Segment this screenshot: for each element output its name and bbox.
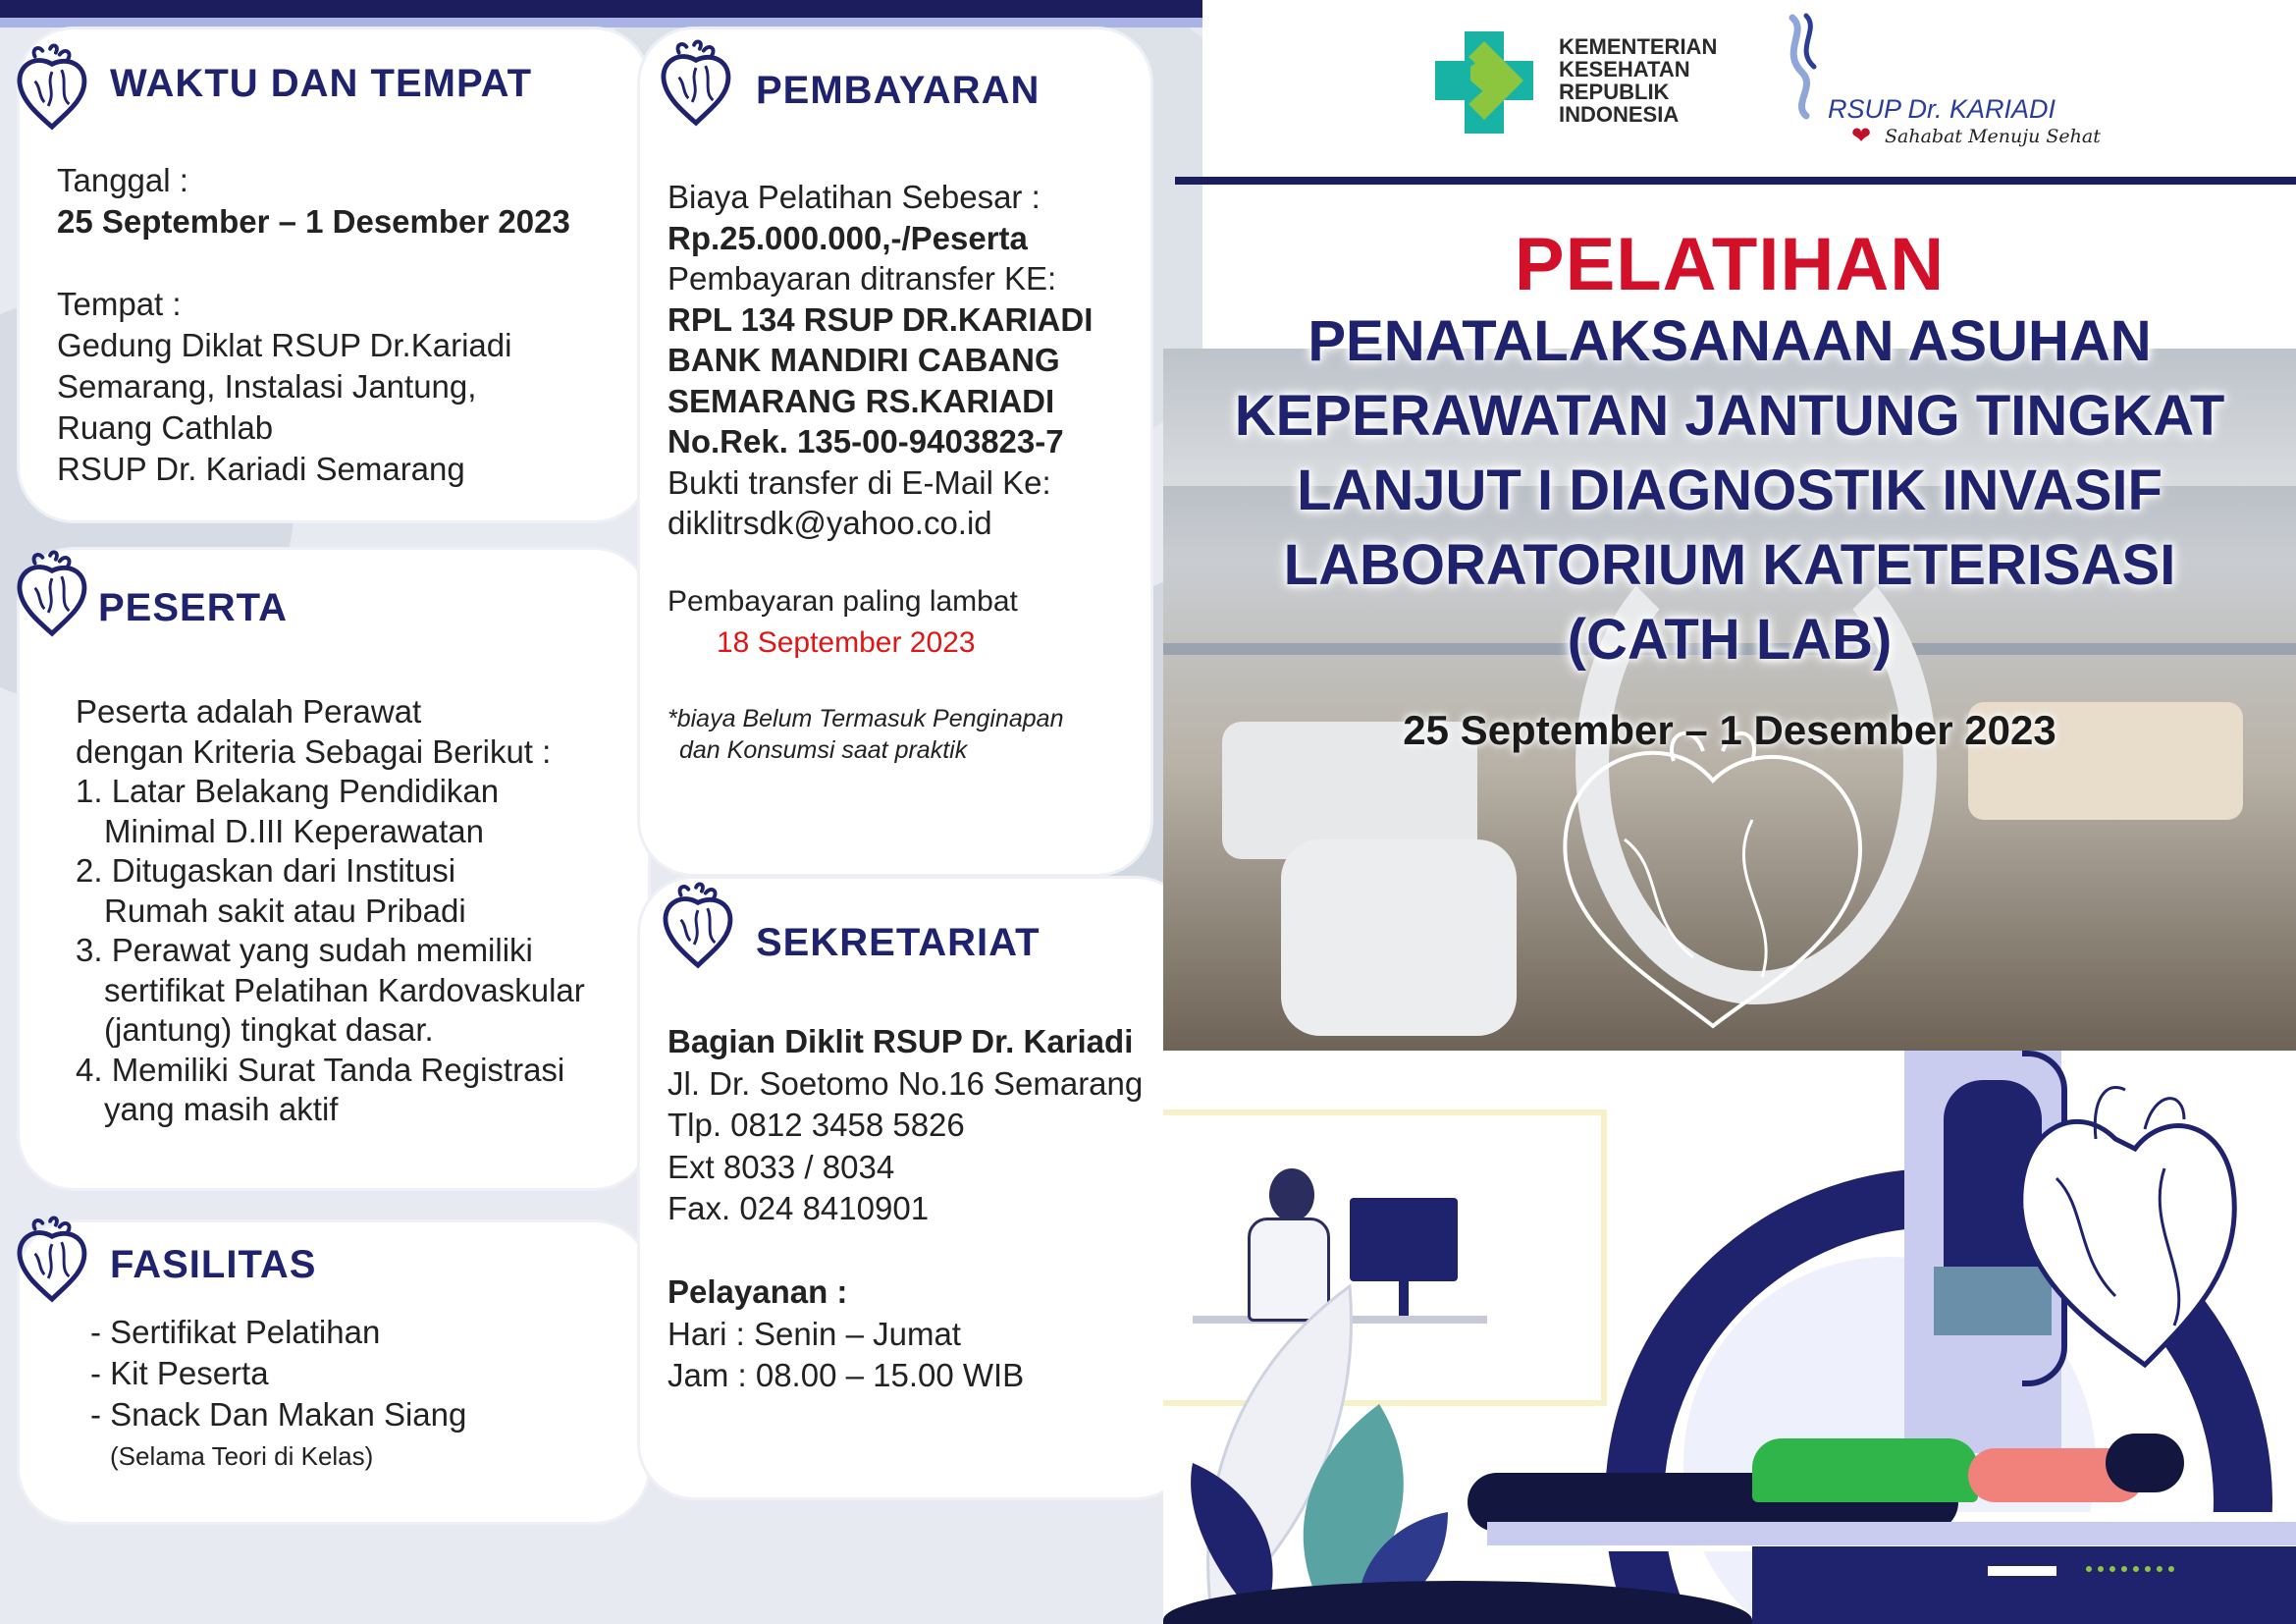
- sekretariat-line: Fax. 024 8410901: [667, 1190, 930, 1226]
- waktu-content: [57, 160, 570, 490]
- bukti-label: Bukti transfer di E-Mail Ke:: [667, 463, 1051, 501]
- pelayanan-line: Hari : Senin – Jumat: [667, 1315, 961, 1352]
- sekretariat-content: [667, 1021, 1143, 1397]
- deadline-label: Pembayaran paling lambat: [667, 585, 1018, 618]
- kemenkes-line: KEMENTERIAN: [1559, 34, 1718, 59]
- peserta-content: [76, 692, 585, 1130]
- fasilitas-note: (Selama Teori di Kelas): [110, 1441, 374, 1471]
- heart-icon: [14, 43, 90, 134]
- rekening-line: No.Rek. 135-00-9403823-7: [667, 423, 1064, 460]
- section-title-sekretariat: SEKRETARIAT: [756, 921, 1041, 964]
- section-title-peserta: PESERTA: [98, 586, 288, 629]
- heart-logo-icon: ❤: [1851, 123, 1872, 149]
- heart-outline-icon: [1526, 722, 1899, 1036]
- tempat-line: Semarang, Instalasi Jantung,: [57, 368, 477, 405]
- note-line: dan Konsumsi saat praktik: [679, 736, 968, 764]
- hero-label: PELATIHAN: [1514, 223, 1946, 306]
- hero-title-line: LANJUT I DIAGNOSTIK INVASIF: [1297, 459, 2163, 522]
- header-rule: [1175, 177, 2296, 185]
- list-item: 1. Latar Belakang Pendidikan: [76, 773, 500, 809]
- section-title-fasilitas: FASILITAS: [110, 1243, 317, 1286]
- biaya-label: Biaya Pelatihan Sebesar :: [667, 179, 1041, 215]
- kemenkes-line: REPUBLIK: [1559, 80, 1670, 104]
- top-bar: [0, 0, 1202, 18]
- biaya-value: Rp.25.000.000,-/Peserta: [667, 219, 1028, 256]
- note-line: *biaya Belum Termasuk Penginapan: [667, 705, 1064, 732]
- kemenkes-logo-icon: [1425, 22, 1543, 143]
- list-item: (jantung) tingkat dasar.: [104, 1011, 434, 1048]
- rekening-line: BANK MANDIRI CABANG: [667, 342, 1060, 378]
- list-item: 4. Memiliki Surat Tanda Registrasi: [76, 1051, 565, 1088]
- rsup-tagline: Sahabat Menuju Sehat: [1885, 126, 2101, 147]
- list-item: Minimal D.III Keperawatan: [104, 812, 484, 849]
- heart-icon: [14, 1216, 90, 1306]
- list-item: - Sertifikat Pelatihan: [90, 1314, 381, 1350]
- tempat-line: RSUP Dr. Kariadi Semarang: [57, 451, 465, 487]
- pelayanan-label: Pelayanan :: [667, 1273, 848, 1310]
- heart-icon: [658, 39, 734, 130]
- heart-icon: [14, 550, 90, 640]
- heart-icon: [660, 882, 736, 972]
- deadline-block: [667, 581, 1018, 664]
- tanggal-label: Tanggal :: [57, 162, 188, 198]
- top-bar-accent: [0, 18, 1202, 27]
- biaya-note: [667, 703, 1064, 766]
- hero-title-line: KEPERAWATAN JANTUNG TINGKAT: [1234, 384, 2225, 448]
- leaf-decoration-icon: [1163, 1247, 1507, 1624]
- rekening-line: RPL 134 RSUP DR.KARIADI: [667, 300, 1094, 338]
- hero-title-line: PENATALAKSANAAN ASUHAN: [1308, 309, 2152, 373]
- kemenkes-line: INDONESIA: [1559, 102, 1680, 127]
- peserta-intro: dengan Kriteria Sebagai Berikut :: [76, 732, 552, 770]
- list-item: - Kit Peserta: [90, 1355, 269, 1391]
- kemenkes-line: KESEHATAN: [1559, 57, 1690, 81]
- hero-date: 25 September – 1 Desember 2023: [1403, 707, 2056, 753]
- pelayanan-line: Jam : 08.00 – 15.00 WIB: [667, 1357, 1025, 1393]
- list-item: sertifikat Pelatihan Kardovaskular: [104, 971, 585, 1008]
- fasilitas-content: [90, 1312, 466, 1477]
- list-item: 2. Ditugaskan dari Institusi: [76, 852, 456, 889]
- sekretariat-name: Bagian Diklit RSUP Dr. Kariadi: [667, 1023, 1134, 1059]
- rekening-line: SEMARANG RS.KARIADI: [667, 382, 1055, 419]
- pembayaran-content: [667, 177, 1093, 544]
- hero-title: [1163, 304, 2296, 677]
- kemenkes-text: [1559, 35, 1717, 126]
- sekretariat-line: Tlp. 0812 3458 5826: [667, 1107, 965, 1143]
- anatomical-heart-icon: [1998, 1070, 2253, 1384]
- rsup-name: RSUP Dr. KARIADI: [1828, 94, 2056, 124]
- list-item: Rumah sakit atau Pribadi: [104, 892, 466, 929]
- sekretariat-line: Ext 8033 / 8034: [667, 1148, 895, 1185]
- hero-title-line: (CATH LAB): [1567, 608, 1893, 672]
- list-item: - Snack Dan Makan Siang: [90, 1396, 467, 1433]
- tanggal-value: 25 September – 1 Desember 2023: [57, 203, 570, 240]
- email-link[interactable]: diklitrsdk@yahoo.co.id: [667, 505, 992, 541]
- section-title-waktu: WAKTU DAN TEMPAT: [110, 62, 533, 105]
- peserta-intro: Peserta adalah Perawat: [76, 693, 422, 730]
- transfer-label: Pembayaran ditransfer KE:: [667, 260, 1057, 297]
- rsup-logo-icon: [1773, 12, 1832, 120]
- list-item: yang masih aktif: [104, 1091, 339, 1127]
- tempat-line: Gedung Diklat RSUP Dr.Kariadi: [57, 327, 512, 363]
- hero-title-line: LABORATORIUM KATETERISASI: [1283, 533, 2176, 597]
- tempat-label: Tempat :: [57, 286, 182, 322]
- list-item: 3. Perawat yang sudah memiliki: [76, 932, 533, 968]
- illustration-panel: [1163, 1051, 2296, 1624]
- section-title-pembayaran: PEMBAYARAN: [756, 69, 1041, 112]
- sekretariat-line: Jl. Dr. Soetomo No.16 Semarang: [667, 1064, 1144, 1102]
- deadline-value: 18 September 2023: [717, 626, 976, 659]
- tempat-line: Ruang Cathlab: [57, 409, 274, 446]
